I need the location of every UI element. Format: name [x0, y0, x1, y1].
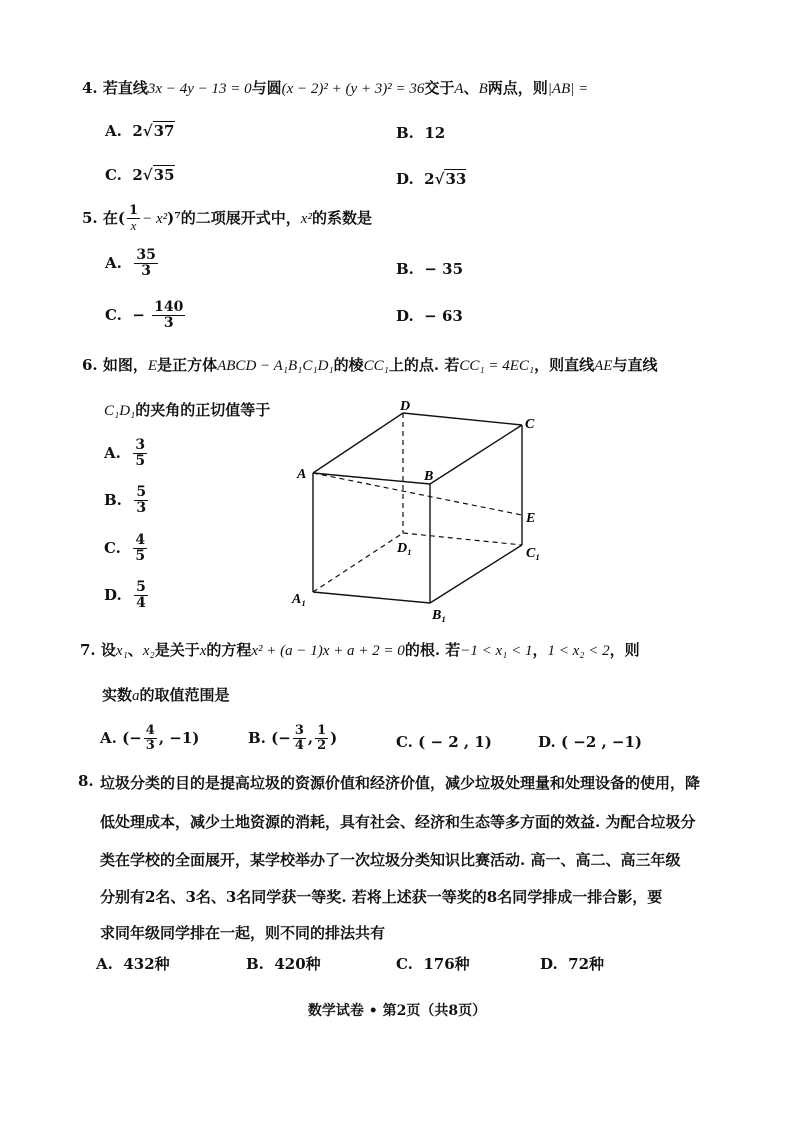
q8-option-b: B. 420种: [246, 955, 321, 973]
q6-option-d: D. $\frac{5}{4}$: [104, 579, 146, 612]
q8-line-2: 低处理成本，减少土地资源的消耗，具有社会、经济和生态等多方面的效益. 为配合垃圾分: [100, 813, 696, 831]
label-c1: C₁: [526, 546, 541, 561]
edge-ab: [313, 473, 430, 484]
q6-option-a: A. $\frac{3}{5}$: [104, 437, 146, 470]
q8-line-4: 分别有2名、3名、3名同学获一等奖. 若将上述获一等奖的8名同学排成一排合影，要: [100, 888, 663, 906]
edge-a1b1: [313, 592, 430, 603]
q8-num: 8.: [78, 772, 94, 790]
q4-stem: 4. 若直线3x − 4y − 13 = 0与圆(x − 2)² + (y + 3)² = 36交于A、B两点，则|AB| =: [82, 79, 589, 97]
edge-dc: [403, 413, 522, 425]
edge-ad: [313, 413, 403, 473]
q6-option-c: C. $\frac{4}{5}$: [104, 532, 146, 565]
label-a: A: [297, 467, 307, 482]
q8-option-d: D. 72种: [540, 955, 605, 973]
q5-option-c: C. − $\frac{140}{3}$: [105, 299, 184, 332]
label-a1: A₁: [292, 592, 307, 607]
q4-option-b: B. 12: [396, 124, 446, 142]
q8-line-5: 求同年级同学排在一起，则不同的排法共有: [100, 924, 386, 942]
label-b1: B₁: [432, 608, 447, 622]
q7-option-a: A. (− $\frac{4}{3}$ , −1): [100, 723, 200, 754]
q4-option-d: D. 2√33: [396, 170, 467, 188]
label-b: B: [424, 469, 434, 484]
edge-a1d1-hidden: [313, 533, 403, 592]
q7-option-c: C. ( − 2 , 1): [396, 733, 492, 751]
q8-option-c: C. 176种: [396, 955, 470, 973]
q6-stem-line2: C₁D₁的夹角的正切值等于: [104, 401, 271, 419]
q4-option-c: C. 2√35: [105, 166, 175, 184]
q8-line-1: 垃圾分类的目的是提高垃圾的资源价值和经济价值，减少垃圾处理量和处理设备的使用，降: [100, 774, 701, 792]
edge-b1c1: [430, 545, 522, 603]
edge-d1c1-hidden: [403, 533, 522, 545]
q4-option-a: A. 2√37: [105, 122, 175, 140]
q6-stem: 6. 如图，E是正方体ABCD − A₁B₁C₁D₁的棱CC₁上的点. 若CC₁ = 4EC₁，则直线AE与直线: [82, 356, 658, 374]
edge-bc: [430, 425, 522, 484]
q7-option-d: D. ( −2 , −1): [538, 733, 643, 751]
label-d1: D₁: [397, 541, 412, 556]
q7-stem: 7. 设x₁、x₂是关于x的方程x² + (a − 1)x + a + 2 = 0的根. 若−1 < x₁ < 1，1 < x₂ < 2，则: [80, 641, 640, 659]
q7-stem-line2: 实数a的取值范围是: [102, 686, 230, 704]
page-footer: 数学试卷 • 第2页（共8页）: [307, 1003, 487, 1019]
q7-option-b: B. (− $\frac{3}{4}$ , $\frac{1}{2}$ ): [248, 723, 338, 754]
q5-stem: 5. 在( $\frac{1}{x}$ − x²)⁷的二项展开式中，x²的系数是: [82, 203, 372, 234]
q5-option-d: D. − 63: [396, 307, 463, 325]
q8-option-a: A. 432种: [96, 955, 170, 973]
segment-ae-hidden: [313, 473, 522, 515]
label-d: D: [400, 399, 411, 414]
cube-figure: [280, 392, 550, 622]
label-c: C: [525, 417, 535, 432]
q6-option-b: B. $\frac{5}{3}$: [104, 484, 147, 517]
q5-option-a: A. $\frac{35}{3}$: [105, 247, 156, 280]
q5-option-b: B. − 35: [396, 260, 464, 278]
q8-line-3: 类在学校的全面展开，某学校举办了一次垃圾分类知识比赛活动. 高一、高二、高三年级: [100, 851, 681, 869]
label-e: E: [526, 511, 536, 526]
